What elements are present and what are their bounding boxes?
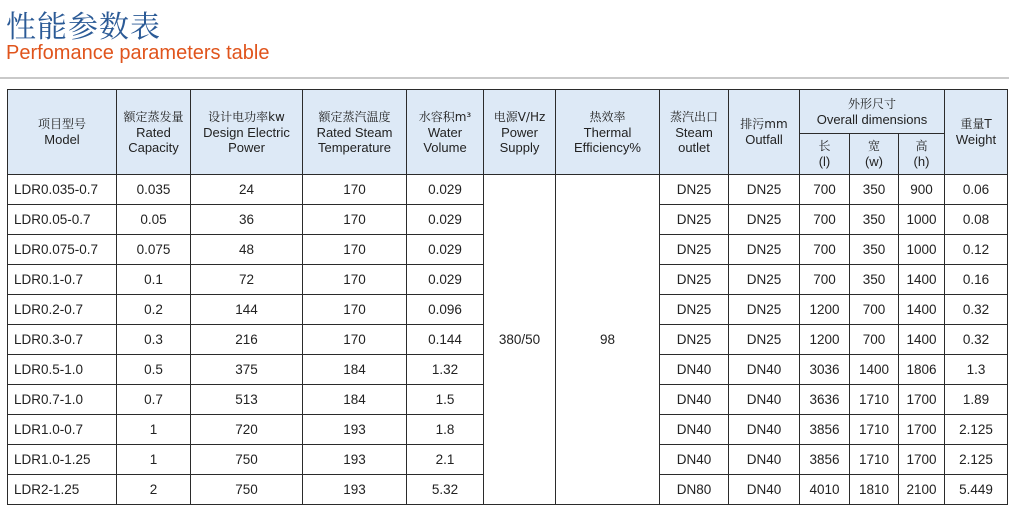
cell-weight: 0.32	[945, 325, 1008, 355]
cell-water-volume: 0.029	[407, 235, 484, 265]
cell-model: LDR1.0-1.25	[8, 445, 117, 475]
header-power-supply-cn: 电源V/Hz	[493, 109, 546, 124]
cell-power: 24	[191, 175, 303, 205]
header-steam-outlet-en: Steam outlet	[675, 124, 713, 155]
cell-steam-outlet: DN40	[660, 415, 729, 445]
cell-water-volume: 1.32	[407, 355, 484, 385]
cell-outfall: DN25	[729, 295, 800, 325]
cell-capacity: 0.7	[117, 385, 191, 415]
cell-width: 700	[850, 325, 899, 355]
header-weight-cn: 重量T	[960, 117, 992, 131]
header-power-supply-en: Power Supply	[499, 124, 540, 155]
cell-width: 350	[850, 265, 899, 295]
cell-height: 1000	[899, 235, 945, 265]
cell-steam-outlet: DN25	[660, 265, 729, 295]
cell-height: 1000	[899, 205, 945, 235]
header-length-cn: 长	[818, 139, 831, 153]
cell-length: 3036	[800, 355, 850, 385]
header-outfall-cn: 排污mm	[740, 117, 788, 131]
cell-capacity: 0.05	[117, 205, 191, 235]
header-height-en: (h)	[913, 154, 930, 169]
cell-steam-outlet: DN40	[660, 355, 729, 385]
cell-height: 1700	[899, 415, 945, 445]
cell-capacity: 0.2	[117, 295, 191, 325]
cell-water-volume: 1.8	[407, 415, 484, 445]
header-model-en: Model	[44, 132, 80, 147]
cell-length: 1200	[800, 295, 850, 325]
cell-outfall: DN25	[729, 205, 800, 235]
header-water-volume	[407, 90, 484, 175]
cell-weight: 1.3	[945, 355, 1008, 385]
cell-power: 513	[191, 385, 303, 415]
title-divider	[0, 77, 1009, 79]
cell-model: LDR0.2-0.7	[8, 295, 117, 325]
cell-height: 1400	[899, 325, 945, 355]
cell-height: 1700	[899, 385, 945, 415]
cell-weight: 0.08	[945, 205, 1008, 235]
cell-length: 4010	[800, 475, 850, 505]
cell-temperature: 170	[303, 325, 407, 355]
header-water-volume-en: Water Volume	[423, 124, 467, 155]
cell-width: 350	[850, 175, 899, 205]
cell-temperature: 170	[303, 265, 407, 295]
cell-weight: 5.449	[945, 475, 1008, 505]
cell-capacity: 2	[117, 475, 191, 505]
cell-power: 216	[191, 325, 303, 355]
cell-weight: 2.125	[945, 415, 1008, 445]
cell-temperature: 170	[303, 205, 407, 235]
cell-efficiency-merged: 98	[556, 175, 660, 505]
cell-width: 350	[850, 235, 899, 265]
cell-width: 1710	[850, 385, 899, 415]
cell-steam-outlet: DN25	[660, 235, 729, 265]
cell-capacity: 1	[117, 415, 191, 445]
header-power	[191, 90, 303, 175]
page-title-english: Perfomance parameters table	[6, 42, 270, 64]
cell-temperature: 170	[303, 175, 407, 205]
cell-water-volume: 0.096	[407, 295, 484, 325]
cell-model: LDR0.035-0.7	[8, 175, 117, 205]
cell-power: 750	[191, 475, 303, 505]
cell-temperature: 184	[303, 385, 407, 415]
header-overall-dimensions	[800, 90, 945, 134]
cell-outfall: DN40	[729, 445, 800, 475]
cell-power: 144	[191, 295, 303, 325]
cell-power: 48	[191, 235, 303, 265]
cell-capacity: 0.5	[117, 355, 191, 385]
header-dimensions-cn: 外形尺寸	[847, 96, 896, 111]
header-weight-en: Weight	[955, 132, 997, 147]
cell-outfall: DN40	[729, 475, 800, 505]
cell-model: LDR0.3-0.7	[8, 325, 117, 355]
header-water-volume-cn: 水容积m³	[418, 109, 472, 124]
header-temperature-en: Rated Steam Temperature	[316, 124, 393, 155]
cell-capacity: 0.075	[117, 235, 191, 265]
cell-height: 1806	[899, 355, 945, 385]
header-capacity-en: Rated Capacity	[128, 124, 179, 155]
cell-water-volume: 1.5	[407, 385, 484, 415]
performance-parameters-table	[7, 89, 1008, 505]
cell-model: LDR0.1-0.7	[8, 265, 117, 295]
cell-weight: 2.125	[945, 445, 1008, 475]
cell-capacity: 1	[117, 445, 191, 475]
cell-length: 1200	[800, 325, 850, 355]
cell-width: 700	[850, 295, 899, 325]
cell-temperature: 184	[303, 355, 407, 385]
cell-height: 1400	[899, 265, 945, 295]
cell-water-volume: 5.32	[407, 475, 484, 505]
header-height	[899, 134, 945, 175]
header-dimensions-en: Overall dimensions	[816, 111, 928, 127]
header-efficiency-cn: 热效率	[589, 109, 626, 124]
cell-water-volume: 0.029	[407, 175, 484, 205]
cell-water-volume: 0.029	[407, 205, 484, 235]
cell-model: LDR0.5-1.0	[8, 355, 117, 385]
cell-length: 700	[800, 205, 850, 235]
cell-width: 1710	[850, 445, 899, 475]
cell-power: 72	[191, 265, 303, 295]
cell-length: 3636	[800, 385, 850, 415]
cell-water-volume: 0.029	[407, 265, 484, 295]
cell-model: LDR0.075-0.7	[8, 235, 117, 265]
cell-outfall: DN25	[729, 235, 800, 265]
cell-outfall: DN25	[729, 175, 800, 205]
header-capacity-cn: 额定蒸发量	[123, 109, 184, 124]
cell-power: 750	[191, 445, 303, 475]
cell-width: 1810	[850, 475, 899, 505]
cell-model: LDR2-1.25	[8, 475, 117, 505]
header-temperature-cn: 额定蒸汽温度	[318, 109, 391, 124]
cell-outfall: DN40	[729, 385, 800, 415]
cell-power: 720	[191, 415, 303, 445]
header-steam-outlet	[660, 90, 729, 175]
header-temperature	[303, 90, 407, 175]
header-power-supply	[484, 90, 556, 175]
cell-power: 375	[191, 355, 303, 385]
cell-model: LDR0.7-1.0	[8, 385, 117, 415]
cell-length: 700	[800, 175, 850, 205]
header-outfall-en: Outfall	[745, 132, 783, 147]
header-width-en: (w)	[864, 154, 884, 169]
cell-temperature: 193	[303, 475, 407, 505]
header-model	[8, 90, 117, 175]
cell-weight: 0.16	[945, 265, 1008, 295]
cell-outfall: DN40	[729, 415, 800, 445]
cell-height: 900	[899, 175, 945, 205]
cell-capacity: 0.1	[117, 265, 191, 295]
header-outfall	[729, 90, 800, 175]
cell-temperature: 193	[303, 415, 407, 445]
header-steam-outlet-cn: 蒸汽出口	[669, 109, 718, 124]
cell-outfall: DN40	[729, 355, 800, 385]
header-height-cn: 高	[915, 139, 928, 153]
cell-power: 36	[191, 205, 303, 235]
cell-length: 700	[800, 265, 850, 295]
cell-width: 1400	[850, 355, 899, 385]
cell-steam-outlet: DN25	[660, 175, 729, 205]
cell-weight: 0.06	[945, 175, 1008, 205]
cell-weight: 1.89	[945, 385, 1008, 415]
cell-water-volume: 2.1	[407, 445, 484, 475]
cell-outfall: DN25	[729, 265, 800, 295]
cell-power-supply-merged: 380/50	[484, 175, 556, 505]
cell-outfall: DN25	[729, 325, 800, 355]
cell-height: 1700	[899, 445, 945, 475]
header-power-en: Design Electric Power	[203, 124, 290, 155]
header-model-cn: 项目型号	[37, 117, 86, 131]
cell-height: 1400	[899, 295, 945, 325]
header-weight	[945, 90, 1008, 175]
cell-model: LDR1.0-0.7	[8, 415, 117, 445]
cell-steam-outlet: DN25	[660, 325, 729, 355]
cell-steam-outlet: DN80	[660, 475, 729, 505]
header-efficiency-en: Thermal Efficiency%	[574, 124, 641, 155]
header-power-cn: 设计电功率kw	[208, 109, 285, 124]
page-title-chinese: 性能参数表	[6, 10, 161, 45]
cell-water-volume: 0.144	[407, 325, 484, 355]
cell-steam-outlet: DN40	[660, 385, 729, 415]
cell-length: 700	[800, 235, 850, 265]
cell-length: 3856	[800, 415, 850, 445]
cell-width: 1710	[850, 415, 899, 445]
header-length-en: (l)	[818, 154, 831, 169]
table-row	[8, 175, 1008, 205]
header-width	[850, 134, 899, 175]
cell-weight: 0.12	[945, 235, 1008, 265]
cell-model: LDR0.05-0.7	[8, 205, 117, 235]
cell-width: 350	[850, 205, 899, 235]
cell-steam-outlet: DN25	[660, 295, 729, 325]
cell-steam-outlet: DN40	[660, 445, 729, 475]
cell-temperature: 170	[303, 235, 407, 265]
cell-temperature: 170	[303, 295, 407, 325]
cell-length: 3856	[800, 445, 850, 475]
cell-height: 2100	[899, 475, 945, 505]
cell-capacity: 0.035	[117, 175, 191, 205]
header-efficiency	[556, 90, 660, 175]
header-length	[800, 134, 850, 175]
cell-temperature: 193	[303, 445, 407, 475]
header-width-cn: 宽	[867, 139, 880, 153]
cell-steam-outlet: DN25	[660, 205, 729, 235]
cell-capacity: 0.3	[117, 325, 191, 355]
cell-weight: 0.32	[945, 295, 1008, 325]
header-capacity	[117, 90, 191, 175]
